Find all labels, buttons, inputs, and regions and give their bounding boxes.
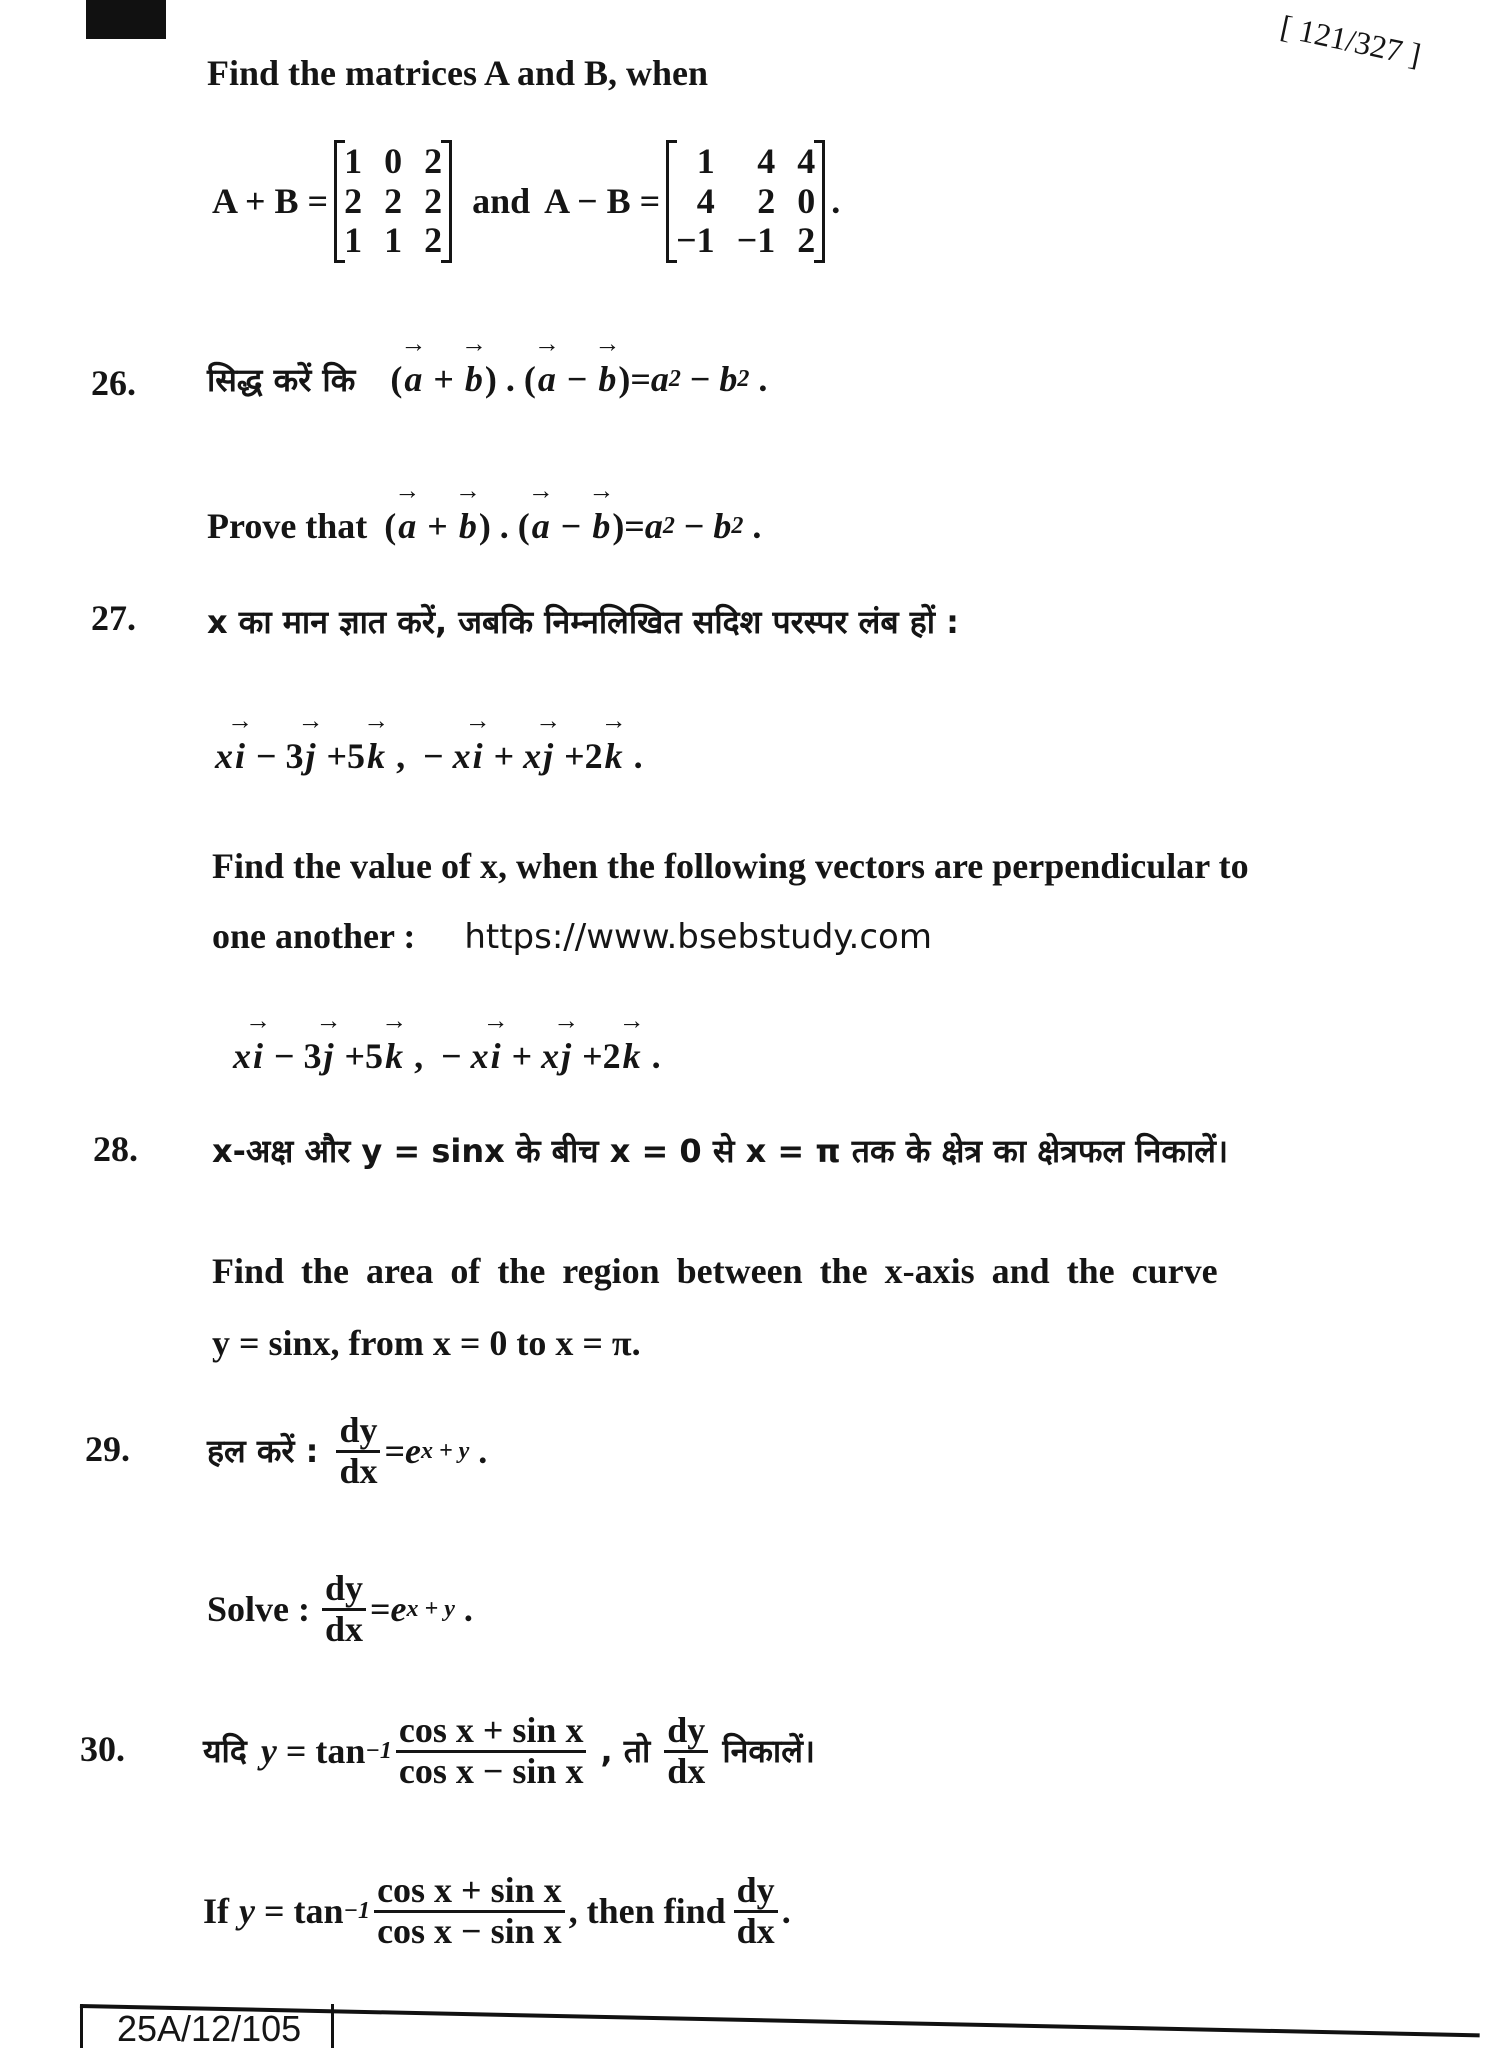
expr-text: ) . ( [478,506,530,546]
vector-arrow-icon: → [460,329,487,358]
vector-i: i → [227,706,253,776]
vector-arrow-icon: → [297,706,324,735]
matrix-cell: 2 [384,180,403,221]
q27-hindi: x का मान ज्ञात करें, जबकि निम्नलिखित सदिश परस्पर लंब हों : [207,603,959,641]
fraction-numerator: dy [336,1412,380,1453]
vector-j: j → [297,706,324,776]
fraction-denominator: cos x − sin x [377,1910,562,1951]
expr-text: . [642,1036,661,1076]
expr-variable: x [470,1036,489,1076]
expr-text: +2 [573,1036,621,1076]
expr-text: ( [390,359,403,399]
vector-k: k → [381,1006,408,1076]
q28-number: 28. [93,1129,138,1169]
q30-hindi-2: , तो [600,1732,651,1771]
q29-expression [332,1412,487,1491]
q30-hindi-3: निकालें। [722,1732,816,1771]
corner-mark [86,0,166,39]
expr-variable: y [260,1730,277,1771]
expr-variable: y [239,1890,255,1931]
vector-b: b → [594,329,621,399]
expr-text: + [484,736,524,776]
matrix-cell: 1 [384,220,403,261]
q25-lhs2: A − B = [544,180,661,221]
q27-vectors-en [233,1006,661,1078]
matrix-cell: −1 [736,220,776,261]
q27-english-2: one another : [212,916,416,956]
q25-text: Find the matrices A and B, when [207,53,709,93]
q26-hindi: सिद्ध करें कि [207,361,356,399]
q29-number: 29. [85,1429,130,1469]
q26-hindi-line [207,329,768,401]
fraction [374,1872,565,1951]
expr-text: . [749,359,768,399]
vector-k: k → [600,706,627,776]
matrix-a-plus-b [334,140,452,263]
expr-variable: e [404,1430,421,1471]
q30-english-1: If [203,1890,229,1931]
expr-text: = tan [254,1890,344,1931]
expr-superscript: −1 [343,1897,371,1924]
fraction-numerator: cos x + sin x [396,1712,587,1753]
matrix-a-minus-b [666,140,825,263]
vector-i: i → [482,1006,509,1076]
expr-superscript: 2 [668,366,681,393]
expr-text: ) . ( [484,359,536,399]
q28-hindi: x-अक्ष और y = sinx के बीच x = 0 से x = π तक के क्षेत्र का क्षेत्रफल निकालें। [212,1132,1229,1170]
q28-english-2: y = sinx, from x = 0 to x = π. [212,1323,641,1363]
q29-english: Solve : [207,1588,310,1629]
q28-english-1: Find the area of the region between the x-axis and the curve [212,1251,1218,1291]
vector-j: j → [535,706,562,776]
fraction [322,1570,366,1649]
expr-superscript: 2 [662,513,675,540]
expr-text: − 3 [265,1036,322,1076]
matrix-cell: 2 [424,220,443,261]
vector-k: k → [618,1006,645,1076]
vector-arrow-icon: → [464,706,491,735]
q27-vectors [215,706,643,778]
vector-arrow-icon: → [363,706,390,735]
vector-arrow-icon: → [600,706,627,735]
matrix-cell: −1 [676,220,715,261]
expr-text: − 3 [247,736,304,776]
fraction [664,1712,708,1791]
matrix-cell: 2 [757,180,776,221]
fraction-numerator: cos x + sin x [374,1872,565,1913]
q30-english-2: , then find [568,1890,726,1931]
expr-variable: a [650,359,669,399]
expr-superscript: 2 [737,366,750,393]
vector-arrow-icon: → [454,476,481,505]
fraction-denominator: cos x − sin x [398,1750,584,1791]
fraction-denominator: dx [736,1910,775,1951]
vector-i: i → [245,1006,271,1076]
expr-variable: x [233,1036,251,1076]
matrix-cell: 0 [384,141,403,181]
q29-expression-en [318,1570,473,1649]
q27-english-1: Find the value of x, when the following vectors are perpendicular to [212,846,1249,886]
vector-arrow-icon: → [594,329,621,358]
vector-arrow-icon: → [315,1006,342,1035]
expr-text: )= [612,506,645,546]
matrix-cell: 2 [424,141,443,181]
fraction [734,1872,778,1951]
q26-expression-en [384,476,762,548]
vector-arrow-icon: → [588,476,615,505]
vector-arrow-icon: → [227,706,253,735]
matrix-cell: 4 [696,180,715,221]
vector-a: a → [527,476,554,546]
fraction-numerator: dy [322,1570,366,1611]
q29-english-line [207,1570,473,1649]
expr-text: +2 [555,736,603,776]
q30-english-line [203,1872,791,1951]
expr-text: . [469,1430,488,1471]
expr-superscript: 2 [731,513,744,540]
matrix-cell: 1 [696,141,715,181]
fraction-numerator: dy [734,1872,778,1913]
expr-text: + [424,359,463,399]
q30-hindi-1: यदि [203,1732,247,1771]
q25-equation [212,140,840,263]
q30-hindi-line [203,1712,815,1791]
vector-a: a → [394,476,421,546]
expr-text: )= [618,359,651,399]
q25-and: and [472,180,531,221]
q27-expression-en [233,1006,661,1078]
expr-superscript: x + y [406,1595,455,1622]
expr-variable: b [719,359,738,399]
q27-number: 27. [91,598,136,638]
expr-text: − [680,359,720,399]
vector-arrow-icon: → [527,476,554,505]
q29-hindi-line [207,1412,487,1491]
q27-expression [215,706,643,778]
matrix-cell: 4 [797,141,816,181]
vector-b: b → [460,329,487,399]
vector-b: b → [454,476,481,546]
expr-superscript: −1 [365,1737,392,1764]
page-number: [ 121/327 ] [1277,8,1425,73]
matrix-cell: 2 [424,180,443,221]
vector-b: b → [588,476,615,546]
q30-end: . [781,1890,791,1931]
matrix-cell: 4 [757,141,776,181]
vector-arrow-icon: → [535,706,562,735]
q30-derivative [660,1712,712,1791]
vector-arrow-icon: → [618,1006,645,1035]
expr-variable: x [452,736,471,776]
expr-superscript: x + y [420,1437,470,1464]
expr-text: = [384,1430,405,1471]
expr-variable: x [541,1036,560,1076]
paper-code: 25A/12/105 [80,2004,334,2048]
q25-lhs1: A + B = [212,180,329,221]
expr-text: ( [384,506,397,546]
matrix-cell: 0 [797,180,816,221]
expr-variable: e [390,1588,407,1629]
expr-text: − [557,359,597,399]
q30-derivative-en [730,1872,782,1951]
vector-a: a → [400,329,427,399]
q26-english-line [207,476,762,548]
q29-hindi: हल करें : [207,1432,319,1471]
q30-number: 30. [80,1729,125,1769]
q25-end: . [831,180,841,221]
matrix-cell: 2 [344,180,363,221]
vector-arrow-icon: → [381,1006,408,1035]
fraction-denominator: dx [339,1450,378,1491]
matrix-cell: 2 [797,220,816,261]
vector-arrow-icon: → [553,1006,580,1035]
expr-text: . [454,1588,473,1629]
fraction [336,1412,380,1491]
expr-text: = tan [276,1730,366,1771]
fraction-numerator: dy [664,1712,708,1753]
matrix-cell: 1 [344,220,363,261]
vector-i: i → [464,706,491,776]
vector-arrow-icon: → [533,329,560,358]
q26-number: 26. [91,363,136,403]
vector-j: j → [315,1006,342,1076]
expr-text: +5 [317,736,366,776]
expr-variable: a [644,506,663,546]
q26-english: Prove that [207,506,368,546]
vector-a: a → [533,329,560,399]
vector-arrow-icon: → [400,329,427,358]
expr-text: + [418,506,457,546]
matrix-cell: 1 [344,141,363,181]
q30-expression [261,1712,591,1791]
expr-text: − [551,506,591,546]
fraction-denominator: dx [325,1608,364,1649]
expr-text: + [502,1036,542,1076]
expr-text: , − [387,736,453,776]
expr-text: = [370,1588,391,1629]
expr-variable: b [713,506,732,546]
expr-text: . [624,736,643,776]
expr-variable: x [215,736,233,776]
watermark-url: https://www.bsebstudy.com [464,917,932,957]
q27-english-2-line [212,915,932,958]
q26-expression [390,329,768,401]
expr-text: . [743,506,762,546]
vector-arrow-icon: → [245,1006,271,1035]
fraction-denominator: dx [667,1750,706,1791]
vector-j: j → [553,1006,580,1076]
fraction [396,1712,587,1791]
expr-text: − [674,506,714,546]
expr-text: +5 [335,1036,384,1076]
expr-text: , − [405,1036,471,1076]
q30-expression-en [239,1872,569,1951]
vector-k: k → [363,706,390,776]
vector-arrow-icon: → [482,1006,509,1035]
vector-arrow-icon: → [394,476,421,505]
expr-variable: x [523,736,542,776]
